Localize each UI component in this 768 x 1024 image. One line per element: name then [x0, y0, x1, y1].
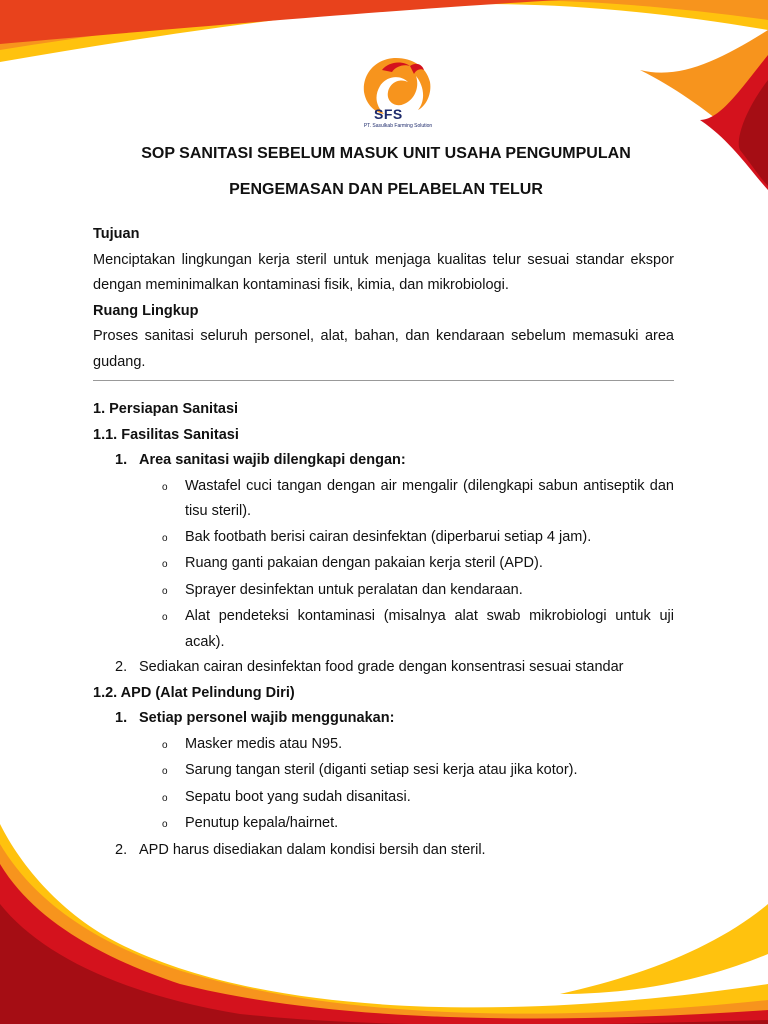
bullet-marker: o	[162, 819, 168, 830]
section-1-heading: 1. Persiapan Sanitasi	[93, 401, 239, 417]
list-item-text: Setiap personel wajib menggunakan:	[139, 710, 395, 726]
bullet-item	[93, 811, 674, 838]
ruang-lingkup-text: Proses sanitasi seluruh personel, alat, bahan, dan kendaraan sebelum memasuki area gudang.	[93, 328, 674, 370]
section-divider	[93, 380, 674, 381]
document-body	[93, 222, 674, 863]
bullet-text: Ruang ganti pakaian dengan pakaian kerja steril (APD).	[185, 555, 543, 571]
bullet-marker: o	[162, 766, 168, 777]
list-item	[93, 448, 674, 474]
bullet-marker: o	[162, 739, 168, 751]
bullet-text: Sepatu boot yang sudah disanitasi.	[185, 788, 411, 805]
bullet-marker: o	[162, 612, 168, 623]
list-item	[93, 838, 674, 864]
bullet-item	[93, 732, 674, 759]
bullet-text: Wastafel cuci tangan dengan air mengalir (dilengkapi sabun antiseptik dan tisu steril).	[185, 477, 674, 519]
list-item	[93, 706, 674, 732]
bullet-marker: o	[162, 481, 168, 493]
bullet-item	[93, 551, 674, 578]
bullet-text: Sprayer desinfektan untuk peralatan dan kendaraan.	[185, 581, 523, 598]
document-title	[96, 136, 676, 208]
list-number: 2.	[115, 841, 128, 858]
bullet-item	[93, 474, 674, 525]
list-number: 1.	[115, 710, 128, 726]
list-number: 1.	[115, 452, 128, 468]
bullet-text: Penutup kepala/hairnet.	[185, 815, 339, 831]
list-number: 2.	[115, 659, 128, 675]
tujuan-heading: Tujuan	[93, 226, 140, 242]
list-item-text: Sediakan cairan desinfektan food grade dengan konsentrasi sesuai standar	[139, 659, 624, 675]
title-line-2: PENGEMASAN DAN PELABELAN TELUR	[229, 181, 543, 198]
section-1-2-heading: 1.2. APD (Alat Pelindung Diri)	[93, 684, 295, 701]
logo-subtitle: PT. Sasulkab Farming Solution	[363, 123, 433, 129]
title-line-1: SOP SANITASI SEBELUM MASUK UNIT USAHA PENGUMPULAN	[141, 145, 631, 162]
tujuan-text: Menciptakan lingkungan kerja steril untuk menjaga kualitas telur sesuai standar ekspor dengan meminimalkan kontaminasi fisik, kimia, dan mikrobiologi.	[93, 251, 674, 293]
logo-text: SFS	[374, 106, 403, 122]
bullet-item	[93, 578, 674, 605]
list-item	[93, 655, 674, 681]
bullet-text: Alat pendeteksi kontaminasi (misalnya alat swab mikrobiologi untuk uji acak).	[185, 608, 674, 650]
bullet-marker: o	[162, 532, 168, 544]
bullet-marker: o	[162, 585, 168, 597]
bullet-item	[93, 785, 674, 812]
bullet-marker: o	[162, 559, 168, 570]
bullet-text: Sarung tangan steril (diganti setiap sesi kerja atau jika kotor).	[185, 762, 578, 778]
bullet-text: Bak footbath berisi cairan desinfektan (diperbarui setiap 4 jam).	[185, 528, 592, 545]
bullet-text: Masker medis atau N95.	[185, 735, 343, 752]
bullet-item	[93, 604, 674, 655]
bullet-item	[93, 525, 674, 552]
section-1-1-heading: 1.1. Fasilitas Sanitasi	[93, 426, 239, 443]
bullet-marker: o	[162, 792, 168, 804]
ruang-lingkup-heading: Ruang Lingkup	[93, 302, 199, 319]
bullet-item	[93, 758, 674, 785]
list-item-text: Area sanitasi wajib dilengkapi dengan:	[139, 452, 406, 468]
list-item-text: APD harus disediakan dalam kondisi bersih dan steril.	[139, 841, 486, 858]
